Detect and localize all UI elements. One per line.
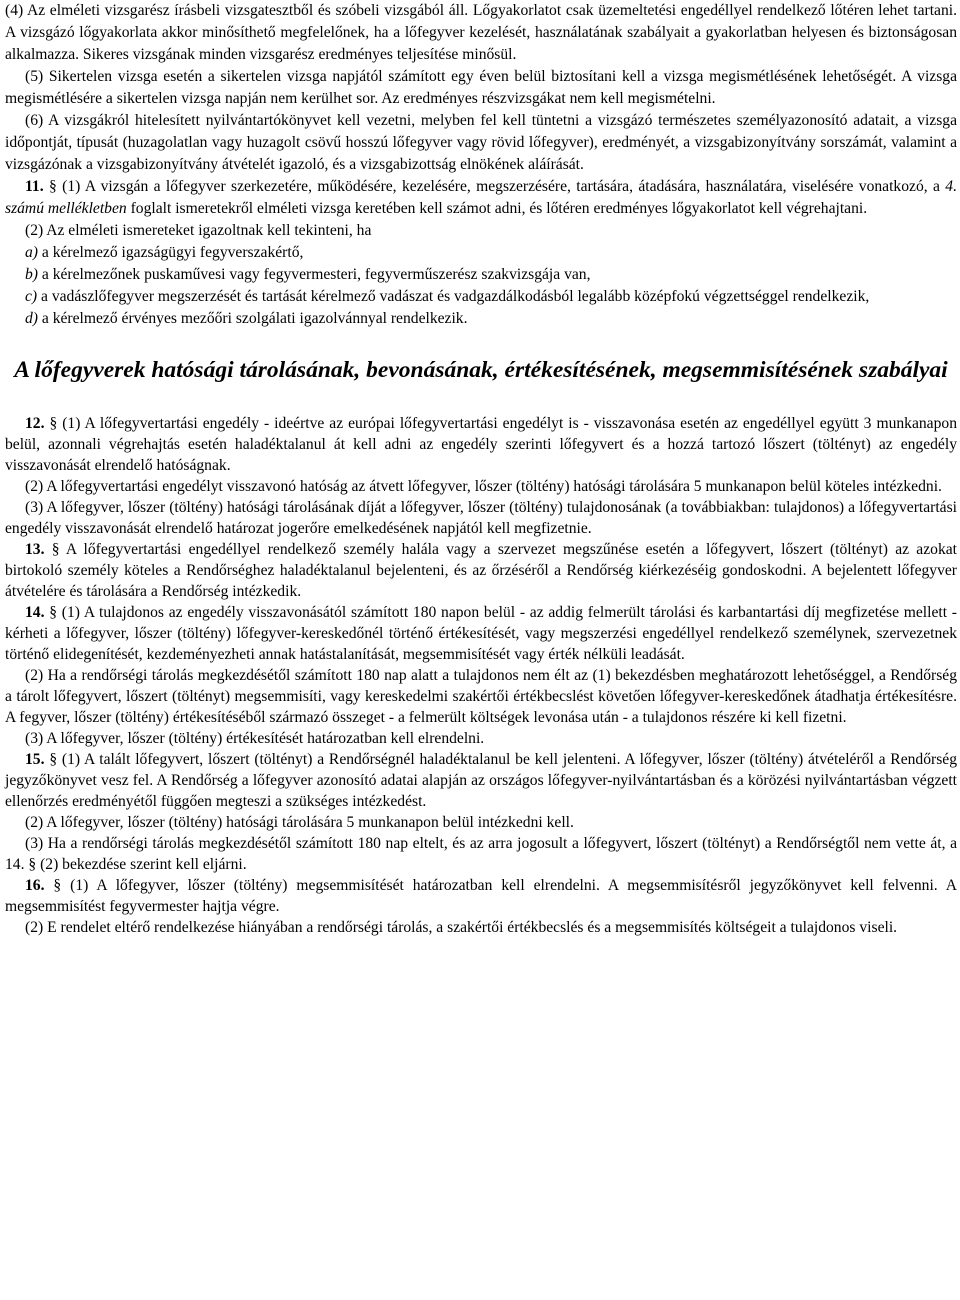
section-14-paragraph-2: (2) Ha a rendőrségi tárolás megkezdésétől számított 180 nap alatt a tulajdonos nem élt az (1) bekezdésben meghatározott lehetőséggel, a Rendőrség a tárolt lőfegyvert, lőszert (töltényt) megsemmisíti, vagy kereskedelmi szakértői értékbecslést követően lőfegyver-kereskedőnek átadhatja értékesítésre. A fegyver, lőszer (töltény) értékesítéséből származó összeget - a felmerült költségek levonása után - a tulajdonos részére ki kell fizetni.: [5, 667, 957, 726]
list-letter: d): [25, 310, 38, 327]
list-letter: c): [25, 288, 38, 305]
section-number-16: 16.: [25, 877, 45, 894]
list-item-a: [5, 242, 957, 264]
list-item-text: a kérelmező érvényes mezőőri szolgálati igazolvánnyal rendelkezik.: [38, 310, 468, 327]
section-number-14: 14.: [25, 604, 45, 621]
list-letter: a): [25, 244, 38, 261]
section-title: A lőfegyverek hatósági tárolásának, bevonásának, értékesítésének, megsemmisítésének szabályai: [14, 357, 948, 383]
section-number-13: 13.: [25, 541, 45, 558]
section-12-paragraph-3: (3) A lőfegyver, lőszer (töltény) hatósági tárolásának díját a lőfegyver, lőszer (töltény) tulajdonosának (a továbbiakban: tulajdonos) a lőfegyvertartási engedély visszavonását elrendelő határozat jogerőre emelkedésének napjától kell megfizetnie.: [5, 499, 957, 537]
section-15-paragraph-2: (2) A lőfegyver, lőszer (töltény) hatósági tárolására 5 munkanapon belül intézkedni kell.: [25, 814, 574, 831]
section-14-paragraph-1: [5, 602, 957, 665]
section-11-text-b: foglalt ismeretekről elméleti vizsga keretében kell számot adni, és lőtéren eredményes lőgyakorlatot kell végrehajtani.: [126, 200, 868, 217]
section-15-paragraph-1: [5, 749, 957, 812]
section-13-paragraph-1: [5, 539, 957, 602]
section-14-paragraph-3: (3) A lőfegyver, lőszer (töltény) értékesítését határozatban kell elrendelni.: [25, 730, 485, 747]
paragraph-4: (4) Az elméleti vizsgarész írásbeli vizsgatesztből és szóbeli vizsgából áll. Lőgyakorlatot csak üzemeltetési engedéllyel rendelkező lőtéren lehet tartani. A vizsgázó lőgyakorlata akkor minősíthető megfelelőnek, ha a lőfegyver kezelését, használatának szabályait a gyakorlatban helyesen és biztonságosan alkalmazza. Sikeres vizsgának minden vizsgarész eredményes teljesítése minősül.: [5, 2, 957, 63]
section-16-paragraph-2: (2) E rendelet eltérő rendelkezése hiányában a rendőrségi tárolás, a szakértői értékbecslés és a megsemmisítés költségeit a tulajdonos viseli.: [25, 919, 898, 936]
section-number-12: 12.: [25, 415, 45, 432]
section-11-text-a: § (1) A vizsgán a lőfegyver szerkezetére, működésére, kezelésére, megszerzésére, tartására, átadására, használatára, viselésére vonatkozó, a: [49, 178, 946, 195]
list-item-text: a kérelmezőnek puskaművesi vagy fegyvermesteri, fegyverműszerész szakvizsgája van,: [38, 266, 591, 283]
section-number-11: 11.: [25, 178, 44, 195]
list-item-text: a kérelmező igazságügyi fegyverszakértő,: [38, 244, 304, 261]
section-11-paragraph-2: (2) Az elméleti ismereteket igazoltnak kell tekinteni, ha: [25, 222, 372, 239]
paragraph-5: (5) Sikertelen vizsga esetén a sikertelen vizsga napjától számított egy éven belül biztosítani kell a vizsga megismétlésének lehetőségét. A vizsga megismétlésére a sikertelen vizsga napján nem kerülhet sor. Az eredményes részvizsgákat nem kell megismételni.: [5, 68, 957, 107]
list-item-b: [5, 264, 957, 286]
paragraph-6: (6) A vizsgákról hitelesített nyilvántartókönyvet kell vezetni, melyben fel kell tüntetni a vizsgázó természetes személyazonosító adatait, a vizsga időpontját, típusát (huzagolatlan vagy huzagolt csövű hosszú lőfegyver vagy rövid lőfegyver), eredményét, a vizsgabizonyítvány sorszámát, valamint a vizsgázónak a vizsgabizonyítvány átvételét igazoló, és a vizsgabizottság elnökének aláírását.: [5, 112, 957, 173]
list-item-c: [5, 286, 957, 308]
section-16-text: § (1) A lőfegyver, lőszer (töltény) megsemmisítését határozatban kell elrendelni. A megsemmisítésről jegyzőkönyvet kell felvenni. A megsemmisítést fegyvermester hajtja végre.: [5, 877, 957, 915]
section-15-paragraph-3: (3) Ha a rendőrségi tárolás megkezdésétől számított 180 nap eltelt, és az arra jogosult a lőfegyvert, lőszert (töltényt) a Rendőrségtől nem vette át, a 14. § (2) bekezdése szerint kell eljárni.: [5, 835, 957, 873]
section-number-15: 15.: [25, 751, 45, 768]
section-12-paragraph-2: (2) A lőfegyvertartási engedélyt visszavonó hatóság az átvett lőfegyver, lőszer (töltény) hatósági tárolására 5 munkanapon belül köteles intézkedni.: [25, 478, 942, 495]
section-12-text: § (1) A lőfegyvertartási engedély - ideértve az európai lőfegyvertartási engedélyt is - visszavonása esetén az engedéllyel együtt 3 munkanapon belül, azonnali végrehajtás esetén haladéktalanul át kell adni az engedély szerinti lőfegyvert és a hozzá tartozó lőszert (töltényt) az engedély visszavonását elrendelő hatóságnak.: [5, 415, 957, 474]
section-15-text: § (1) A talált lőfegyvert, lőszert (töltényt) a Rendőrségnél haladéktalanul be kell jelenteni. A lőfegyver, lőszer (töltény) átvételéről a Rendőrség jegyzőkönyvet vesz fel. A Rendőrség a lőfegyver azonosító adatai alapján az országos lőfegyver-nyilvántartásban és a körözési nyilvántartásban végzett ellenőrzés eredményétől függően megteszi a szükséges intézkedést.: [5, 751, 957, 810]
list-item-d: [5, 308, 957, 330]
list-letter: b): [25, 266, 38, 283]
section-14-text: § (1) A tulajdonos az engedély visszavonásától számított 180 napon belül - az addig felmerült tárolási és karbantartási díj megfizetése mellett - kérheti a lőfegyver, lőszer (töltény) lőfegyver-kereskedőnél történő értékesítését, vagy megszerzési engedéllyel rendelkező személynek, szervezetnek történő elidegenítését, kezdeményezheti annak hatástalanítását, megsemmisítését vagy érték nélküli leadását.: [5, 604, 957, 663]
section-16-paragraph-1: [5, 875, 957, 917]
list-item-text: a vadászlőfegyver megszerzését és tartását kérelmező vadászat és vadgazdálkodásból legalább középfokú végzettséggel rendelkezik,: [37, 288, 870, 305]
annex-reference: 4. számú mellékletben: [5, 178, 957, 217]
section-13-text: § A lőfegyvertartási engedéllyel rendelkező személy halála vagy a szervezet megszűnése esetén a lőfegyvert, lőszert (töltényt) az azokat birtokoló személy köteles a Rendőrséghez haladéktalanul bejelenteni, és az őrzéséről a Rendőrség kiérkezéséig gondoskodni. A bejelentett lőfegyver átvételére és tárolására a Rendőrség intézkedik.: [5, 541, 957, 600]
section-11-paragraph-1: [5, 176, 957, 220]
section-12-paragraph-1: [5, 413, 957, 476]
